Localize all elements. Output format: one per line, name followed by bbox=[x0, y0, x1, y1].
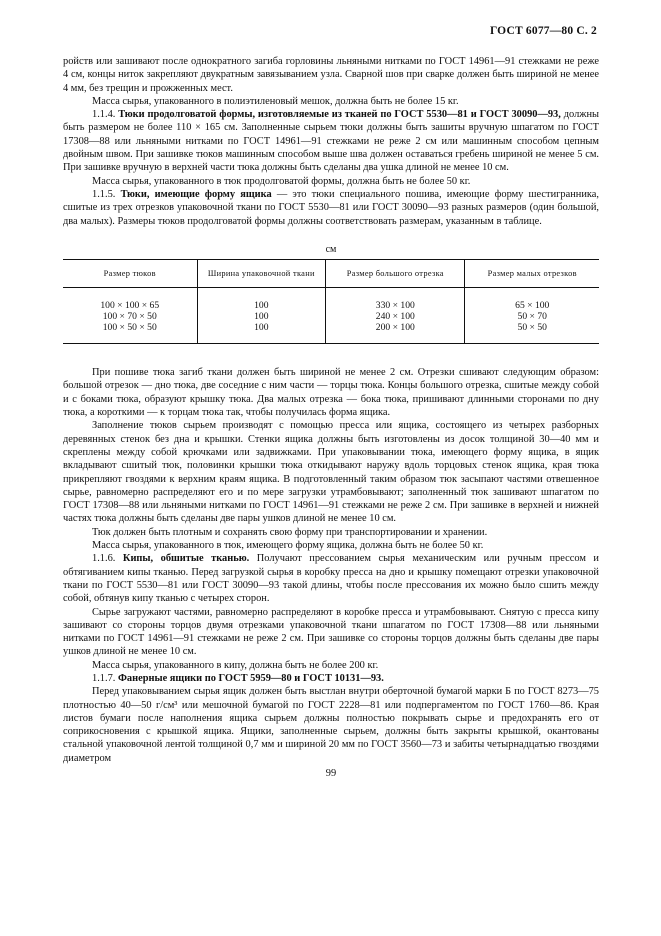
table-row bbox=[63, 311, 599, 322]
section-heading: Фанерные ящики по ГОСТ 5959—80 и ГОСТ 10131—93. bbox=[118, 672, 384, 684]
table-cell: 200 × 100 bbox=[326, 322, 465, 344]
section-number: 1.1.6. bbox=[92, 553, 116, 565]
table-row bbox=[63, 288, 599, 312]
table-cell: 100 bbox=[197, 322, 326, 344]
paragraph-8: Тюк должен быть плотным и сохранять свою форму при транспортировании и хранении. bbox=[92, 526, 488, 538]
section-number: 1.1.7. bbox=[92, 672, 116, 684]
section-1-1-5 bbox=[63, 188, 599, 228]
col-header-small-pieces: Размер малых отрезков bbox=[465, 260, 599, 288]
table-cell: 330 × 100 bbox=[326, 288, 465, 312]
section-heading: Тюки, имеющие форму ящика bbox=[120, 188, 272, 200]
section-1-1-6 bbox=[63, 552, 599, 605]
section-text: должны быть размером не более 110 × 165 см. Заполненные сырьем тюки должны быть зашиты вручную шпагатом по ГОСТ 17308—88 или льняными нитками по ГОСТ 14961—91 стежками не реже 2 см или машинным способом цепным двойным швом. При зашивке тюков машинным способом выше шва должен оставаться гребень шириной не менее 5 см. При зашивке вручную в верхней части тюка должны быть сделаны два ушка длиной не менее 10 см. bbox=[63, 109, 599, 174]
table-cell: 100 bbox=[197, 311, 326, 322]
col-header-fabric-width: Ширина упаковочной ткани bbox=[197, 260, 326, 288]
paragraph-6: При пошиве тюка загиб ткани должен быть шириной не менее 2 см. Отрезки сшивают следующим образом: большой отрезок — дно тюка, две соседние с ним части — торцы тюка. Концы большого отрезка, сшитые между собой и с боками тюка, образуют крышку тюка. Два малых отрезка — бока тюка, пришивают длинными сторонами по дну тюка, а короткими — к торцам тюка так, чтобы получилась форма ящика. bbox=[63, 367, 599, 419]
paragraph-11: Сырье загружают частями, равномерно распределяют в коробке пресса и утрамбовывают. Снятую с пресса кипу зашивают со стороны торцов двумя отрезками упаковочной ткани шпагатом по ГОСТ 17308—88 или льняными нитками по ГОСТ 14961—91 стежками не реже 2 см. При зашивке со стороны торцов должны быть сделаны две пары ушков длиной не менее 10 см. bbox=[63, 606, 599, 658]
paragraph-2: Масса сырья, упакованного в полиэтиленовый мешок, должна быть не более 15 кг. bbox=[92, 95, 459, 107]
document-body bbox=[63, 55, 599, 780]
section-heading: Кипы, обшитые тканью. bbox=[122, 553, 250, 565]
size-table bbox=[63, 259, 599, 344]
table-cell: 240 × 100 bbox=[326, 311, 465, 322]
table-cell: 50 × 50 bbox=[465, 322, 599, 344]
paragraph-12: Масса сырья, упакованного в кипу, должна быть не более 200 кг. bbox=[92, 659, 379, 671]
table-cell: 50 × 70 bbox=[465, 311, 599, 322]
section-text: Получают прессованием сырья механическим или ручным прессом и обтягиванием кипы тканью. Перед загрузкой сырья в коробку пресса на дно и крышку помещают отрезки упаковочной ткани по ГОСТ 5530—81 или ГОСТ 30090—93 такой длины, чтобы после прессования их можно было сшить между собой, обтянув кипу тканью с четырех сторон. bbox=[63, 553, 599, 605]
page-number: 99 bbox=[325, 768, 337, 780]
paragraph-4: Масса сырья, упакованного в тюк продолговатой формы, должна быть не более 50 кг. bbox=[92, 175, 471, 187]
section-1-1-4 bbox=[63, 108, 599, 174]
table-row bbox=[63, 322, 599, 344]
col-header-large-piece: Размер большого отрезка bbox=[326, 260, 465, 288]
section-text: — это тюки специального пошива, имеющие форму шестигранника, сшитые из трех отрезков упаковочной ткани по ГОСТ 5530—81 или ГОСТ 30090—93 разных размеров (один большой, два малых). Размеры тюков продолговатой формы должны соответствовать размерам, указанным в таблице. bbox=[63, 188, 599, 227]
table-cell: 100 × 70 × 50 bbox=[102, 311, 157, 323]
table-cell: 100 bbox=[197, 288, 326, 312]
table-header-row bbox=[63, 260, 599, 288]
paragraph-7: Заполнение тюков сырьем производят с помощью пресса или ящика, состоящего из четырех разборных деревянных стенок без дна и крышки. Стенки ящика должны быть изготовлены из досок толщиной 30—40 мм и скреплены между собой крючками или задвижками. При упаковывании тюка, имеющего форму ящика, в ящик вкладывают сшитый тюк, половинки крышки тюка откидывают наружу вдоль торцовых стенок ящика, края тюка прикрепляют гвоздями к верхним краям ящика. В подготовленный таким образом тюк засыпают частями отвешенное сырье, равномерно распределяют его и по мере загрузки утрамбовывают; заполненный тюк зашивают шпагатом по ГОСТ 17308—88 или льняными нитками по ГОСТ 14961—91 стежками не реже 2 см. При зашивке в верхней и нижней частях тюка должны быть сделаны две пары ушков длиной не менее 10 см. bbox=[63, 420, 599, 525]
section-heading: Тюки продолговатой формы, изготовляемые из тканей по ГОСТ 5530—81 и ГОСТ 30090—93, bbox=[118, 109, 561, 121]
page-header: ГОСТ 6077—80 С. 2 bbox=[489, 25, 597, 37]
section-1-1-7 bbox=[63, 672, 599, 685]
col-header-bale-size: Размер тюков bbox=[63, 260, 197, 288]
paragraph-9: Масса сырья, упакованного в тюк, имеющего форму ящика, должна быть не более 50 кг. bbox=[92, 540, 484, 552]
table-cell: 100 × 100 × 65 bbox=[100, 300, 160, 312]
section-number: 1.1.5. bbox=[92, 188, 116, 200]
paragraph-14: Перед упаковыванием сырья ящик должен быть выстлан внутри оберточной бумагой марки Б по ГОСТ 8273—75 плотностью 40—50 г/см³ или мешочной бумагой по ГОСТ 2228—81 или подпергаментом по ГОСТ 1760—86. Края листов бумаги после наполнения ящика сырьем должны полностью покрывать сырье и предохранять его от соприкосновения с крышкой ящика. Ящики, заполненные сырьем, должны быть закрыты крышкой, окантованы стальной упаковочной лентой толщиной 0,7 мм и шириной 20 мм по ГОСТ 3560—73 и забиты четырнадцатью гвоздями диаметром bbox=[63, 686, 599, 764]
table-cell: 65 × 100 bbox=[465, 288, 599, 312]
table-unit: см bbox=[325, 243, 337, 255]
table-cell: 100 × 50 × 50 bbox=[63, 322, 197, 344]
section-number: 1.1.4. bbox=[92, 109, 116, 121]
paragraph-1: ройств или зашивают после однократного загиба горловины льняными нитками по ГОСТ 14961—91 стежками не реже 4 см, концы ниток закрепляют двукратным завязыванием узла. Сварной шов при сварке должен быть шириной не менее 4 мм, без трещин и прожженных мест. bbox=[63, 56, 599, 94]
